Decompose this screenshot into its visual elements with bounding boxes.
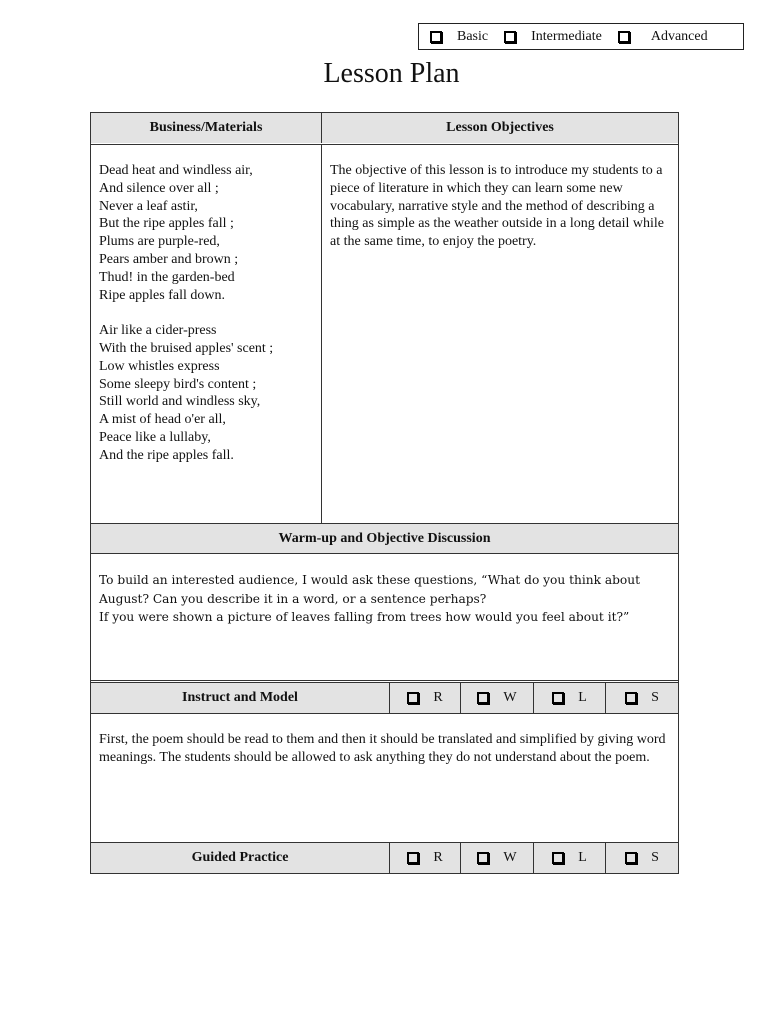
guided-practice-row xyxy=(91,843,678,873)
poem-line: A mist of head o'er all, xyxy=(99,412,226,428)
skill-writing-option[interactable] xyxy=(461,843,534,873)
poem-stanza xyxy=(99,162,313,304)
instruct-model-header: Instruct and Model xyxy=(91,683,390,713)
lesson-objectives-header: Lesson Objectives xyxy=(322,113,678,143)
guided-practice-header: Guided Practice xyxy=(91,843,390,873)
warmup-header: Warm-up and Objective Discussion xyxy=(91,524,678,554)
skill-label: S xyxy=(651,850,659,865)
poem-line: Some sleepy bird's content ; xyxy=(99,376,257,392)
poem-line: Air like a cider-press xyxy=(99,323,217,339)
skill-listening-option[interactable] xyxy=(534,683,606,713)
poem-line: Low whistles express xyxy=(99,358,220,374)
business-materials-header: Business/Materials xyxy=(91,113,322,143)
lesson-plan-table xyxy=(90,112,679,874)
poem-line: Plums are purple-red, xyxy=(99,234,220,250)
poem-line: Still world and windless sky, xyxy=(99,394,261,410)
checkbox-icon[interactable] xyxy=(618,31,630,43)
poem-line: And silence over all ; xyxy=(99,180,219,196)
warmup-text xyxy=(91,554,678,683)
checkbox-icon[interactable] xyxy=(504,31,516,43)
lesson-objectives-text: The objective of this lesson is to introduce my students to a piece of literature in which they can learn some new vocabulary, narrative style and the method of describing a thing as simple as the weather outside in a long detail while at the same time, to enjoy the poetry. xyxy=(330,163,664,250)
poem-stanza xyxy=(99,322,313,464)
checkbox-icon[interactable] xyxy=(477,852,489,864)
skill-label: R xyxy=(433,690,443,705)
skill-label: W xyxy=(503,850,517,865)
warmup-line: August? Can you describe it in a word, or a sentence perhaps? xyxy=(99,591,487,606)
poem-line: But the ripe apples fall ; xyxy=(99,216,234,232)
poem-line: Pears amber and brown ; xyxy=(99,251,239,267)
skill-writing-option[interactable] xyxy=(461,683,534,713)
level-advanced[interactable] xyxy=(618,29,708,45)
skill-speaking-option[interactable] xyxy=(606,843,678,873)
checkbox-icon[interactable] xyxy=(407,692,419,704)
warmup-line: If you were shown a picture of leaves falling from trees how would you feel about it?” xyxy=(99,610,630,624)
skill-reading-option[interactable] xyxy=(390,843,461,873)
poem-line: Ripe apples fall down. xyxy=(99,287,225,303)
level-label: Basic xyxy=(457,28,489,44)
level-selector xyxy=(418,23,744,50)
level-label: Intermediate xyxy=(531,28,602,44)
skill-listening-option[interactable] xyxy=(534,843,606,873)
instruct-model-row xyxy=(91,683,678,714)
instruct-model-text: First, the poem should be read to them and then it should be translated and simplified by giving word meanings. The students should be allowed to ask anything they do not understand about the poem. xyxy=(91,714,678,843)
page-title: Lesson Plan xyxy=(323,58,460,89)
poem-line: And the ripe apples fall. xyxy=(99,447,234,463)
checkbox-icon[interactable] xyxy=(430,31,442,43)
poem-line: Dead heat and windless air, xyxy=(99,163,253,178)
level-basic[interactable] xyxy=(430,29,488,45)
table-header-row xyxy=(91,113,678,145)
level-label: Advanced xyxy=(650,28,708,44)
poem-line: Never a leaf astir, xyxy=(99,198,198,214)
poem-line: Thud! in the garden-bed xyxy=(99,269,235,285)
materials-objectives-row xyxy=(91,145,678,524)
warmup-line: To build an interested audience, I would ask these questions, “What do you think about xyxy=(99,573,641,587)
skill-speaking-option[interactable] xyxy=(606,683,678,713)
poem-line: With the bruised apples' scent ; xyxy=(99,340,274,356)
checkbox-icon[interactable] xyxy=(552,692,564,704)
skill-label: S xyxy=(651,690,659,705)
skill-reading-option[interactable] xyxy=(390,683,461,713)
skill-label: L xyxy=(578,850,587,865)
poem-text xyxy=(91,145,322,523)
checkbox-icon[interactable] xyxy=(407,852,419,864)
skill-label: L xyxy=(578,690,587,705)
checkbox-icon[interactable] xyxy=(625,852,637,864)
poem-line: Peace like a lullaby, xyxy=(99,429,211,445)
level-intermediate[interactable] xyxy=(504,29,602,45)
checkbox-icon[interactable] xyxy=(552,852,564,864)
skill-label: W xyxy=(503,690,517,705)
checkbox-icon[interactable] xyxy=(477,692,489,704)
checkbox-icon[interactable] xyxy=(625,692,637,704)
skill-label: R xyxy=(433,850,443,865)
